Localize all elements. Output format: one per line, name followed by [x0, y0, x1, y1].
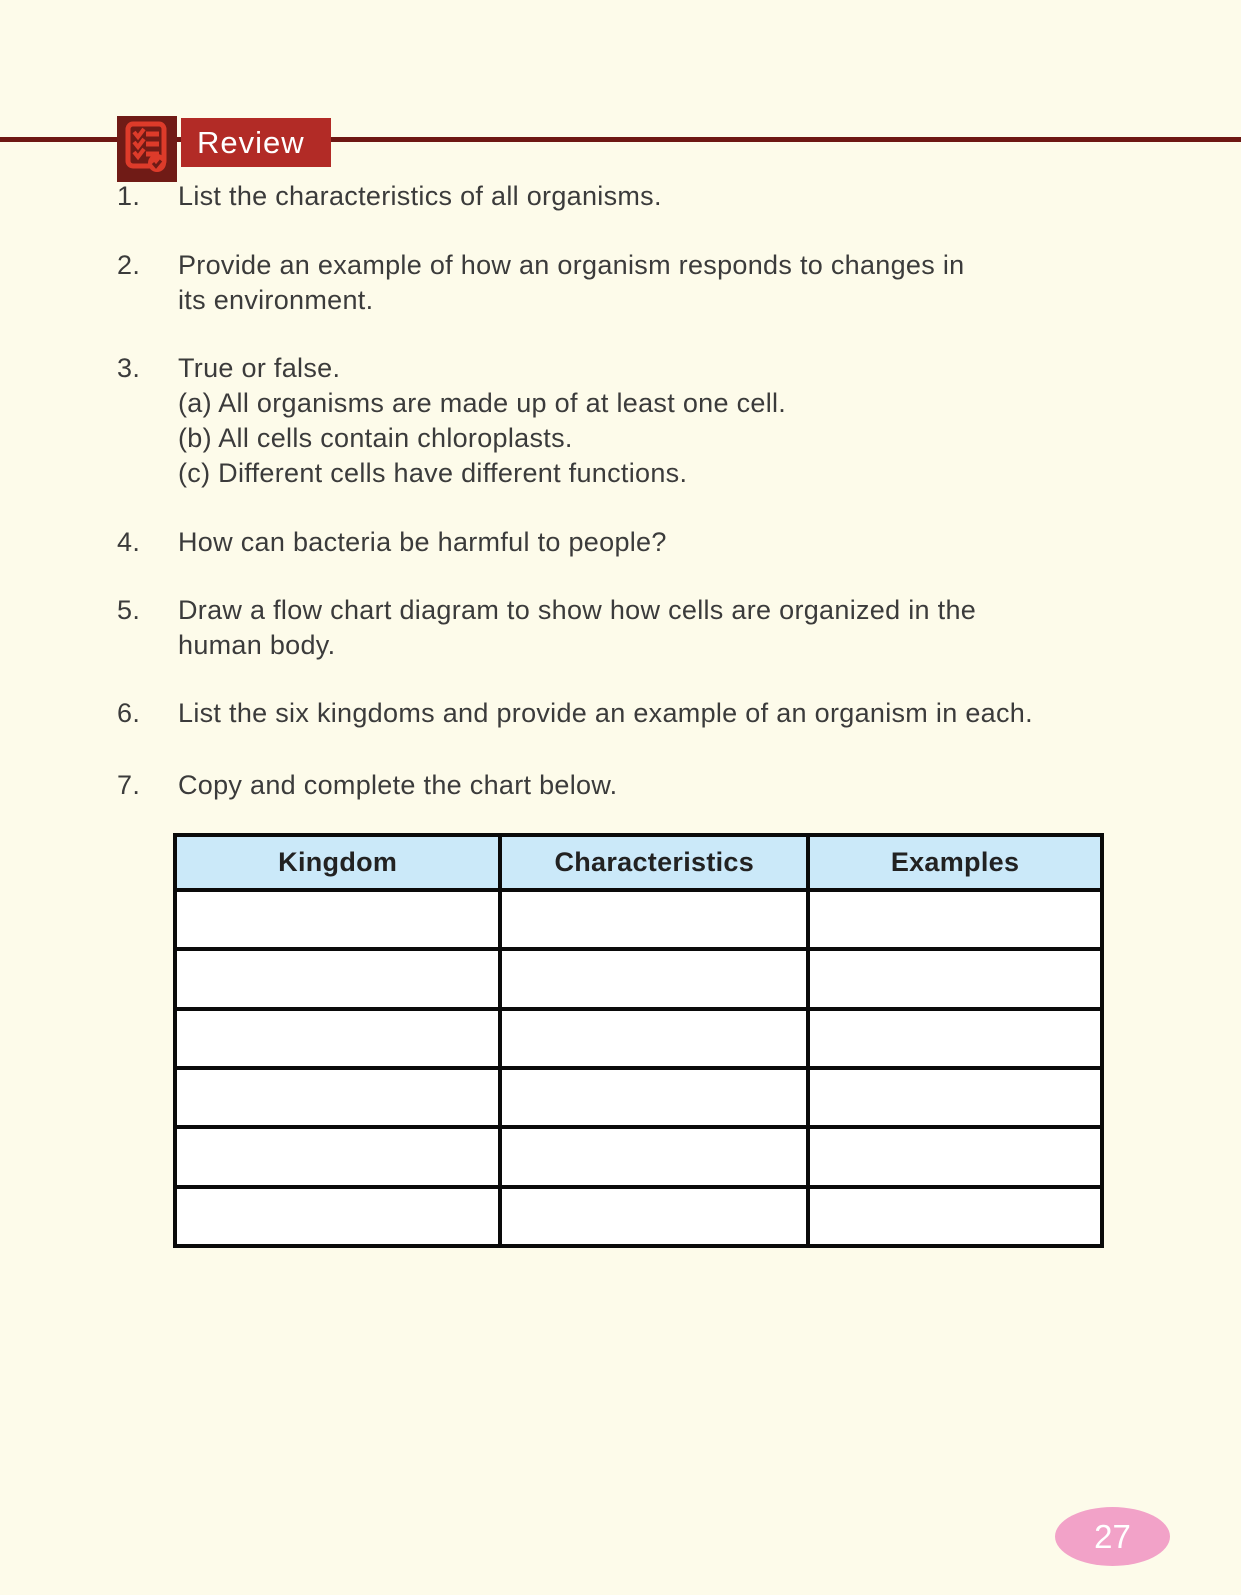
question-sub-item-c: (c) Different cells have different functions.: [178, 458, 688, 488]
question-text: How can bacteria be harmful to people?: [178, 527, 667, 557]
table-row: [175, 1068, 1102, 1127]
question-sub-item-b: (b) All cells contain chloroplasts.: [178, 423, 573, 453]
checklist-icon: [124, 121, 170, 178]
question-sub-item-a: (a) All organisms are made up of at least one cell.: [178, 388, 787, 418]
question-1: [117, 179, 662, 214]
question-text: human body.: [178, 630, 336, 660]
page-number-badge: [1055, 1507, 1170, 1566]
table-cell: [808, 949, 1102, 1008]
question-3: [117, 351, 786, 491]
table-header-characteristics: Characteristics: [500, 835, 808, 890]
question-text: List the six kingdoms and provide an example of an organism in each.: [178, 698, 1033, 728]
table-cell: [808, 890, 1102, 949]
table-row: [175, 949, 1102, 1008]
table-cell: [175, 1187, 500, 1246]
question-6: [117, 696, 1033, 731]
table-cell: [500, 1068, 808, 1127]
table-row: [175, 1187, 1102, 1246]
table-row: [175, 1127, 1102, 1186]
table-cell: [500, 1127, 808, 1186]
question-number: 4.: [117, 527, 141, 557]
table-cell: [175, 890, 500, 949]
question-text: True or false.: [178, 353, 341, 383]
question-text: Provide an example of how an organism responds to changes in: [178, 250, 965, 280]
kingdoms-chart-table: [173, 833, 1104, 1248]
question-5: [117, 593, 976, 663]
question-text: its environment.: [178, 285, 374, 315]
review-heading-badge: [181, 118, 331, 167]
table-cell: [175, 1068, 500, 1127]
table-cell: [808, 1187, 1102, 1246]
review-heading-label: Review: [197, 124, 305, 160]
table-row: [175, 1009, 1102, 1068]
table-header-row: [175, 835, 1102, 890]
question-text: Draw a flow chart diagram to show how cells are organized in the: [178, 595, 977, 625]
question-number: 5.: [117, 595, 141, 625]
question-text: List the characteristics of all organisms.: [178, 181, 662, 211]
table-cell: [500, 1187, 808, 1246]
table-header-examples: Examples: [808, 835, 1102, 890]
question-4: [117, 525, 667, 560]
table-cell: [808, 1009, 1102, 1068]
question-text: Copy and complete the chart below.: [178, 770, 618, 800]
table-cell: [175, 1127, 500, 1186]
table-cell: [175, 949, 500, 1008]
page-number: 27: [1094, 1517, 1131, 1555]
table-cell: [500, 949, 808, 1008]
table-cell: [808, 1068, 1102, 1127]
table-cell: [500, 1009, 808, 1068]
table-cell: [808, 1127, 1102, 1186]
question-2: [117, 248, 964, 318]
review-icon-box: [117, 116, 177, 182]
table-header-kingdom: Kingdom: [175, 835, 500, 890]
question-number: 7.: [117, 770, 141, 800]
question-7: [117, 768, 617, 803]
question-number: 2.: [117, 250, 141, 280]
question-number: 1.: [117, 181, 141, 211]
table-cell: [500, 890, 808, 949]
question-number: 6.: [117, 698, 141, 728]
table-cell: [175, 1009, 500, 1068]
question-number: 3.: [117, 353, 141, 383]
table-row: [175, 890, 1102, 949]
